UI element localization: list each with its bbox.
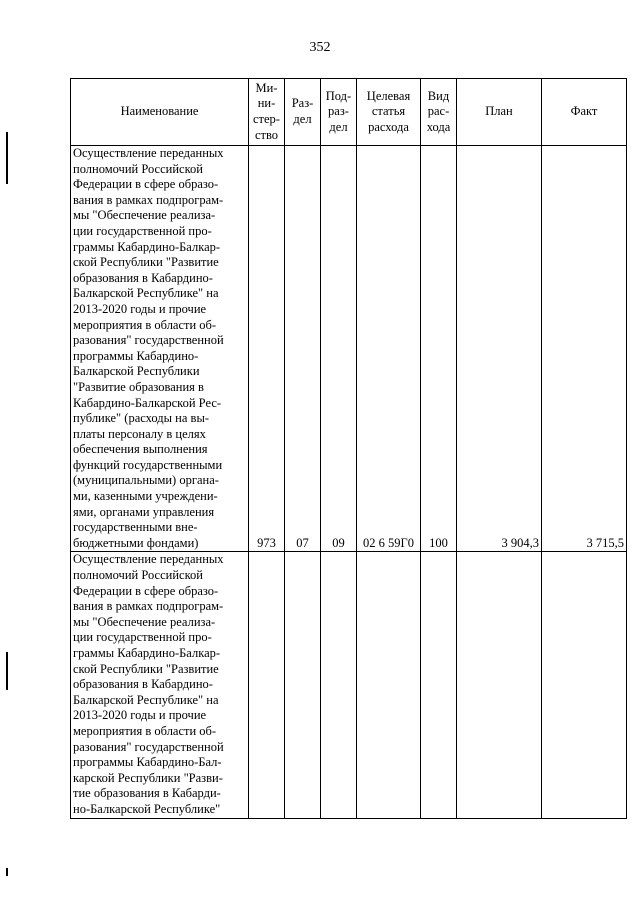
row-target-article-cell: 02 6 59Г0 <box>357 146 421 552</box>
header-subsection: Под- раз- дел <box>321 79 357 146</box>
header-section: Раз- дел <box>285 79 321 146</box>
page-number: 352 <box>309 40 331 55</box>
row-ministry-cell: 973 <box>249 146 285 552</box>
header-expense-type: Вид рас- хода <box>421 79 457 146</box>
row-fact-cell: 3 715,5 <box>542 146 627 552</box>
row-subsection-cell: 09 <box>321 146 357 552</box>
margin-mark <box>6 652 8 690</box>
header-target-article: Целевая статья расхода <box>357 79 421 146</box>
row-plan-cell: 3 904,3 <box>457 146 542 552</box>
header-fact: Факт <box>542 79 627 146</box>
row-plan-cell <box>457 552 542 818</box>
row-section-cell <box>285 552 321 818</box>
row-expense-type-cell: 100 <box>421 146 457 552</box>
row-target-article-cell <box>357 552 421 818</box>
header-name: Наименование <box>71 79 249 146</box>
header-plan: План <box>457 79 542 146</box>
table-row <box>71 552 627 818</box>
budget-table <box>70 78 627 819</box>
row-fact-cell <box>542 552 627 818</box>
row-name-cell: Осуществление переданных полномочий Российской Федерации в сфере образо- вания в рамках подпрограм- мы "Обеспечение реализа- ции государственной про- граммы Кабардино-Балкар- ской Республики "Развитие образования в Кабардино- Балкарской Республике" на 2013-2020 годы и прочие мероприятия в области об- разования" государственной программы Кабардино- Балкарской Республики "Развитие образования в Кабардино-Балкарской Рес- публике" (расходы на вы- платы персоналу в целях обеспечения выполнения функций государственными (муниципальными) органа- ми, казенными учреждени- ями, органами управления государственными вне- бюджетными фондами) <box>71 146 249 552</box>
row-name-cell: Осуществление переданных полномочий Российской Федерации в сфере образо- вания в рамках подпрограм- мы "Обеспечение реализа- ции государственной про- граммы Кабардино-Балкар- ской Республики "Развитие образования в Кабардино- Балкарской Республике" на 2013-2020 годы и прочие мероприятия в области об- разования" государственной программы Кабардино-Бал- карской Республики "Разви- тие образования в Кабарди- но-Балкарской Республике" <box>71 552 249 818</box>
table-header-row <box>71 79 627 146</box>
margin-mark <box>6 132 8 184</box>
row-section-cell: 07 <box>285 146 321 552</box>
row-expense-type-cell <box>421 552 457 818</box>
margin-mark <box>6 868 8 876</box>
header-ministry: Ми- ни- стер- ство <box>249 79 285 146</box>
table-row <box>71 146 627 552</box>
row-subsection-cell <box>321 552 357 818</box>
row-ministry-cell <box>249 552 285 818</box>
